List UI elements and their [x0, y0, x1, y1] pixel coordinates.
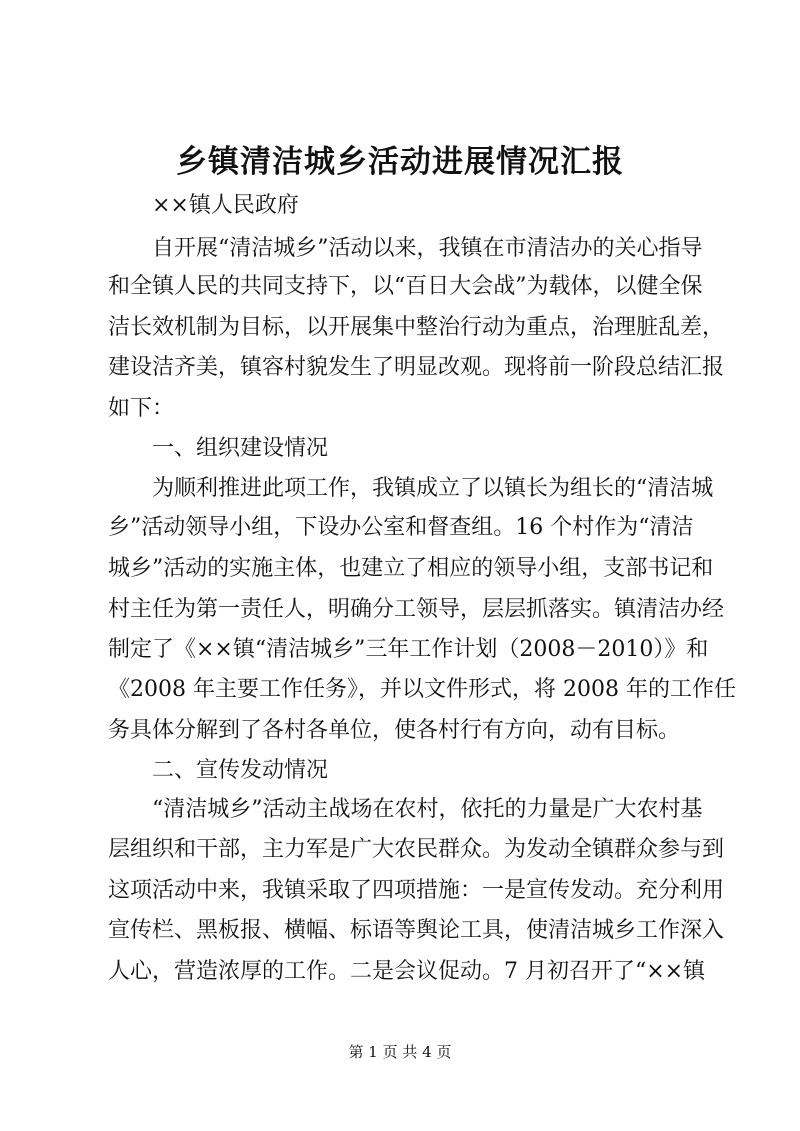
text-line: 村主任为第一责任人，明确分工领导，层层抓落实。镇清洁办经 — [108, 597, 725, 622]
text-line: 这项活动中来，我镇采取了四项措施：一是宣传发动。充分利用 — [108, 878, 725, 903]
text-line: 为顺利推进此项工作，我镇成立了以镇长为组长的“清洁城 — [152, 476, 714, 501]
section-heading: 二、宣传发动情况 — [152, 758, 329, 783]
text-line: 宣传栏、黑板报、横幅、标语等舆论工具，使清洁城乡工作深入 — [108, 918, 725, 943]
text-line: 如下： — [108, 396, 175, 421]
text-line: 人心，营造浓厚的工作。二是会议促动。7 月初召开了“××镇 — [108, 959, 706, 984]
text-line: “清洁城乡”活动主战场在农村，依托的力量是广大农村基 — [152, 797, 703, 822]
section-heading: 一、组织建设情况 — [152, 436, 329, 461]
text-line: 乡”活动领导小组，下设办公室和督查组。16 个村作为“清洁 — [108, 515, 694, 540]
text-line: 城乡”活动的实施主体，也建立了相应的领导小组，支部书记和 — [108, 556, 714, 581]
text-line: 务具体分解到了各村各单位，使各村行有方向，动有目标。 — [108, 718, 681, 743]
text-line: 《2008 年主要工作任务》，并以文件形式，将 2008 年的工作任 — [108, 677, 736, 702]
page-number: 第 1 页 共 4 页 — [348, 1043, 452, 1061]
text-line: 层组织和干部，主力军是广大农民群众。为发动全镇群众参与到 — [108, 837, 725, 862]
text-line: 洁长效机制为目标，以开展集中整治行动为重点，治理脏乱差， — [108, 315, 725, 340]
text-line: ××镇人民政府 — [152, 193, 299, 218]
text-line: 和全镇人民的共同支持下，以“百日大会战”为载体，以健全保 — [108, 274, 703, 299]
text-line: 制定了《××镇“清洁城乡”三年工作计划（2008－2010）》和 — [108, 637, 709, 662]
document-title: 乡镇清洁城乡活动进展情况汇报 — [176, 144, 624, 180]
text-line: 自开展“清洁城乡”活动以来，我镇在市清洁办的关心指导 — [152, 236, 703, 261]
text-line: 建设洁齐美，镇容村貌发生了明显改观。现将前一阶段总结汇报 — [108, 355, 725, 380]
